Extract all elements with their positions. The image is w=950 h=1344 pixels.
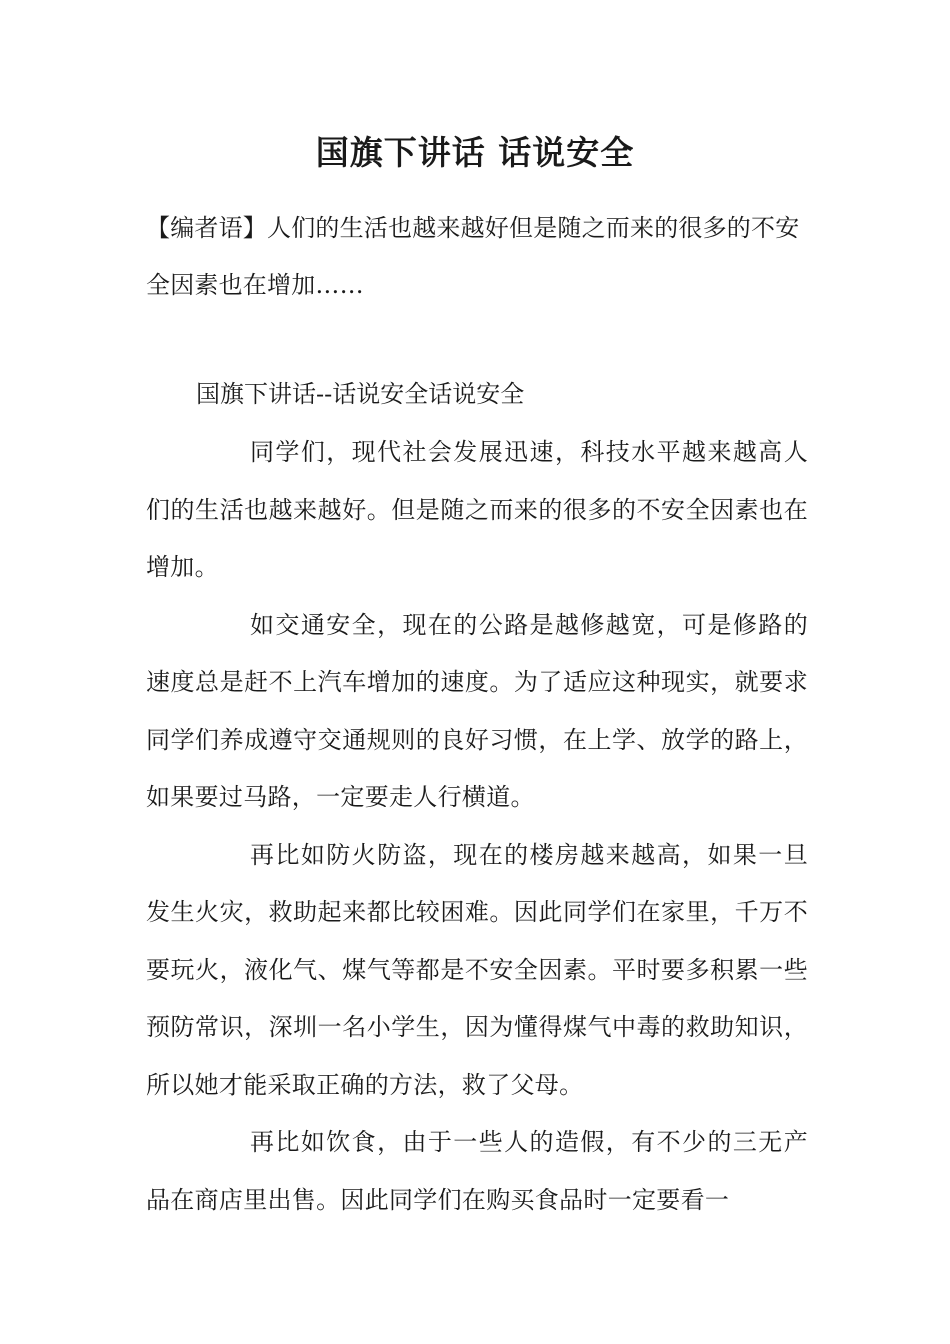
paragraph: 同学们，现代社会发展迅速，科技水平越来越高人们的生活也越来越好。但是随之而来的很多的不安全因素也在增加。 [146, 438, 808, 581]
speech-body [146, 424, 808, 1229]
paragraph: 如交通安全，现在的公路是越修越宽，可是修路的速度总是赶不上汽车增加的速度。为了适应这种现实，就要求同学们养成遵守交通规则的良好习惯，在上学、放学的路上，如果要过马路，一定要走人行横道。 [146, 610, 808, 811]
paragraph: 再比如饮食，由于一些人的造假，有不少的三无产品在商店里出售。因此同学们在购买食品时一定要看一 [146, 1128, 808, 1214]
editor-note: 【编者语】人们的生活也越来越好但是随之而来的很多的不安全因素也在增加…… [146, 214, 800, 299]
page-title: 国旗下讲话 话说安全 [315, 133, 635, 172]
paragraph: 再比如防火防盗，现在的楼房越来越高，如果一旦发生火灾，救助起来都比较困难。因此同学们在家里，千万不要玩火，液化气、煤气等都是不安全因素。平时要多积累一些预防常识，深圳一名小学生，因为懂得煤气中毒的救助知识，所以她才能采取正确的方法，救了父母。 [146, 840, 808, 1099]
speech-subtitle: 国旗下讲话--话说安全话说安全 [196, 380, 525, 408]
